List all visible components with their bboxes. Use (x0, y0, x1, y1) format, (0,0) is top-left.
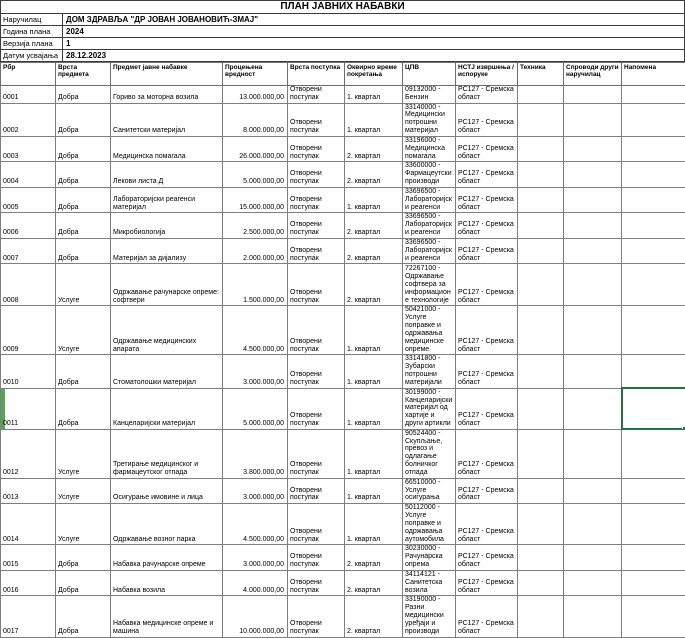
cell-rbr[interactable]: 0006 (1, 213, 56, 238)
datum-usvajanja-label[interactable]: Датум усвајања (1, 50, 63, 61)
cell-sprovodi-drugi[interactable] (564, 213, 622, 238)
cell-tehnika[interactable] (518, 103, 564, 136)
cell-tehnika[interactable] (518, 238, 564, 263)
cell-vrsta-predmeta[interactable]: Добра (56, 187, 111, 212)
cell-nstj[interactable]: РС127 - Сремска област (456, 238, 518, 263)
cell-postupak[interactable]: Отворени поступак (288, 570, 345, 595)
cell-vrsta-predmeta[interactable]: Услуге (56, 264, 111, 306)
cell-sprovodi-drugi[interactable] (564, 429, 622, 478)
cell-cpv[interactable]: 50112000 - Услуге поправке и одржавања аутомобила (403, 504, 456, 545)
cell-cpv[interactable]: 09132000 - Бензин (403, 86, 456, 104)
cell-vrednost[interactable]: 3.000.000,00 (223, 478, 288, 503)
cell-tehnika[interactable] (518, 504, 564, 545)
cell-tehnika[interactable] (518, 306, 564, 355)
cell-vrsta-predmeta[interactable]: Услуге (56, 429, 111, 478)
cell-postupak[interactable]: Отворени поступак (288, 136, 345, 161)
narucilac-value[interactable]: ДОМ ЗДРАВЉА "ДР ЈОВАН ЈОВАНОВИЋ-ЗМАЈ" (63, 14, 684, 25)
cell-tehnika[interactable] (518, 570, 564, 595)
cell-predmet[interactable]: Материјал за дијализу (111, 238, 223, 263)
cell-sprovodi-drugi[interactable] (564, 187, 622, 212)
cell-cpv[interactable]: 30230000 - Рачунарска опрема (403, 545, 456, 570)
cell-tehnika[interactable] (518, 596, 564, 637)
cell-nstj[interactable]: РС127 - Сремска област (456, 478, 518, 503)
cell-vreme-pokretanja[interactable]: 2. квартал (345, 136, 403, 161)
cell-vrednost[interactable]: 3.000.000,00 (223, 545, 288, 570)
cell-postupak[interactable]: Отворени поступак (288, 162, 345, 187)
cell-cpv[interactable]: 33141800 - Зубарски потрошни материјали (403, 355, 456, 388)
cell-sprovodi-drugi[interactable] (564, 103, 622, 136)
cell-vrsta-predmeta[interactable]: Услуге (56, 504, 111, 545)
cell-postupak[interactable]: Отворени поступак (288, 187, 345, 212)
col-header-postupak[interactable]: Врста поступка (288, 63, 345, 86)
cell-vrsta-predmeta[interactable]: Услуге (56, 306, 111, 355)
table-row (1, 570, 685, 595)
cell-predmet[interactable]: Третирање медицинског и фармацеутског отпада (111, 429, 223, 478)
cell-tehnika[interactable] (518, 86, 564, 104)
cell-cpv[interactable]: 33190000 - Разни медицински уређаји и производи (403, 596, 456, 637)
table-row (1, 596, 685, 637)
cell-rbr[interactable]: 0011 (1, 388, 56, 429)
cell-cpv[interactable]: 33696500 - Лабораторијски реагенси (403, 187, 456, 212)
cell-vrsta-predmeta[interactable]: Добра (56, 596, 111, 637)
cell-sprovodi-drugi[interactable] (564, 264, 622, 306)
cell-nstj[interactable]: РС127 - Сремска област (456, 103, 518, 136)
cell-vrednost[interactable]: 2.000.000,00 (223, 238, 288, 263)
cell-sprovodi-drugi[interactable] (564, 238, 622, 263)
cell-rbr[interactable]: 0002 (1, 103, 56, 136)
col-header-vrednost[interactable]: Процењена вредност (223, 63, 288, 86)
col-header-cpv[interactable]: ЦПВ (403, 63, 456, 86)
cell-rbr[interactable]: 0001 (1, 86, 56, 104)
col-header-tehnika[interactable]: Техника (518, 63, 564, 86)
cell-vrednost[interactable]: 2.500.000,00 (223, 213, 288, 238)
cell-nstj[interactable]: РС127 - Сремска област (456, 355, 518, 388)
cell-postupak[interactable]: Отворени поступак (288, 355, 345, 388)
cell-postupak[interactable]: Отворени поступак (288, 306, 345, 355)
col-header-vrsta-predmeta[interactable]: Врста предмета (56, 63, 111, 86)
cell-rbr[interactable]: 0015 (1, 545, 56, 570)
cell-nstj[interactable]: РС127 - Сремска област (456, 162, 518, 187)
cell-tehnika[interactable] (518, 213, 564, 238)
col-header-nstj[interactable]: НСТЈ извршења / испоруке (456, 63, 518, 86)
narucilac-label[interactable]: Наручилац (1, 14, 63, 25)
cell-predmet[interactable]: Осигурање имовине и лица (111, 478, 223, 503)
cell-tehnika[interactable] (518, 136, 564, 161)
info-row-narucilac (1, 14, 684, 26)
cell-predmet[interactable]: Стоматолошки материјал (111, 355, 223, 388)
cell-nstj[interactable]: РС127 - Сремска област (456, 187, 518, 212)
cell-tehnika[interactable] (518, 355, 564, 388)
cell-vreme-pokretanja[interactable]: 2. квартал (345, 238, 403, 263)
table-row (1, 355, 685, 388)
cell-vrsta-predmeta[interactable]: Добра (56, 103, 111, 136)
cell-vrednost[interactable]: 3.800.000,00 (223, 429, 288, 478)
cell-rbr[interactable]: 0003 (1, 136, 56, 161)
godina-plana-label[interactable]: Година плана (1, 26, 63, 37)
cell-napomena[interactable] (622, 355, 685, 388)
cell-postupak[interactable]: Отворени поступак (288, 264, 345, 306)
cell-vreme-pokretanja[interactable]: 2. квартал (345, 264, 403, 306)
cell-vreme-pokretanja[interactable]: 1. квартал (345, 388, 403, 429)
cell-postupak[interactable]: Отворени поступак (288, 388, 345, 429)
cell-tehnika[interactable] (518, 429, 564, 478)
table-row (1, 306, 685, 355)
cell-nstj[interactable]: РС127 - Сремска област (456, 213, 518, 238)
cell-vreme-pokretanja[interactable]: 1. квартал (345, 429, 403, 478)
cell-sprovodi-drugi[interactable] (564, 545, 622, 570)
cell-cpv[interactable]: 72267100 - Одржавање софтвера за информационе технологије (403, 264, 456, 306)
cell-predmet[interactable]: Гориво за моторна возила (111, 86, 223, 104)
selected-cell[interactable] (622, 388, 685, 429)
cell-nstj[interactable]: РС127 - Сремска област (456, 545, 518, 570)
cell-vrsta-predmeta[interactable]: Добра (56, 213, 111, 238)
cell-cpv[interactable]: 33196000 - Медицинска помагала (403, 136, 456, 161)
cell-postupak[interactable]: Отворени поступак (288, 429, 345, 478)
cell-predmet[interactable]: Одржавање возног парка (111, 504, 223, 545)
cell-rbr[interactable]: 0017 (1, 596, 56, 637)
cell-postupak[interactable]: Отворени поступак (288, 478, 345, 503)
cell-tehnika[interactable] (518, 478, 564, 503)
cell-predmet[interactable]: Одржавање рачунарске опреме: софтвери (111, 264, 223, 306)
col-header-vreme-pokretanja[interactable]: Оквирно време покретања (345, 63, 403, 86)
cell-vreme-pokretanja[interactable]: 2. квартал (345, 213, 403, 238)
cell-postupak[interactable]: Отворени поступак (288, 504, 345, 545)
cell-napomena[interactable] (622, 213, 685, 238)
cell-napomena[interactable] (622, 136, 685, 161)
table-row (1, 478, 685, 503)
cell-predmet[interactable]: Набавка рачунарске опреме (111, 545, 223, 570)
cell-vreme-pokretanja[interactable]: 2. квартал (345, 162, 403, 187)
cell-cpv[interactable]: 33696500 - Лабораторијски реагенси (403, 238, 456, 263)
cell-sprovodi-drugi[interactable] (564, 86, 622, 104)
cell-vreme-pokretanja[interactable]: 1. квартал (345, 86, 403, 104)
cell-predmet[interactable]: Набавка возила (111, 570, 223, 595)
cell-rbr[interactable]: 0012 (1, 429, 56, 478)
cell-predmet[interactable]: Санитетски материјал (111, 103, 223, 136)
table-row (1, 238, 685, 263)
info-row-datum (1, 50, 684, 62)
cell-rbr[interactable]: 0004 (1, 162, 56, 187)
cell-napomena[interactable] (622, 504, 685, 545)
cell-sprovodi-drugi[interactable] (564, 478, 622, 503)
cell-rbr[interactable]: 0013 (1, 478, 56, 503)
cell-nstj[interactable]: РС127 - Сремска област (456, 388, 518, 429)
cell-rbr[interactable]: 0009 (1, 306, 56, 355)
cell-cpv[interactable]: 90524400 - Скупљање, превоз и одлагање болничког отпада (403, 429, 456, 478)
cell-rbr[interactable]: 0008 (1, 264, 56, 306)
cell-nstj[interactable]: РС127 - Сремска област (456, 596, 518, 637)
cell-vrednost[interactable]: 1.500.000,00 (223, 264, 288, 306)
table-row (1, 162, 685, 187)
table-header-row (1, 63, 685, 86)
cell-cpv[interactable]: 50421000 - Услуге поправке и одржавања медицинске опреме (403, 306, 456, 355)
cell-vrednost[interactable]: 4.500.000,00 (223, 504, 288, 545)
cell-napomena[interactable] (622, 570, 685, 595)
cell-vrsta-predmeta[interactable]: Добра (56, 545, 111, 570)
verzija-plana-label[interactable]: Верзија плана (1, 38, 63, 49)
cell-vreme-pokretanja[interactable]: 1. квартал (345, 103, 403, 136)
table-row (1, 86, 685, 104)
cell-tehnika[interactable] (518, 388, 564, 429)
cell-vrsta-predmeta[interactable]: Добра (56, 238, 111, 263)
cell-vrsta-predmeta[interactable]: Добра (56, 355, 111, 388)
cell-sprovodi-drugi[interactable] (564, 306, 622, 355)
cell-cpv[interactable]: 33600000 - Фармацеутски производи (403, 162, 456, 187)
col-header-rbr[interactable]: Рбр (1, 63, 56, 86)
godina-plana-value[interactable]: 2024 (63, 26, 684, 37)
cell-nstj[interactable]: РС127 - Сремска област (456, 429, 518, 478)
cell-vrsta-predmeta[interactable]: Добра (56, 162, 111, 187)
cell-vreme-pokretanja[interactable]: 2. квартал (345, 596, 403, 637)
cell-predmet[interactable]: Канцеларијски материјал (111, 388, 223, 429)
cell-nstj[interactable]: РС127 - Сремска област (456, 264, 518, 306)
cell-sprovodi-drugi[interactable] (564, 355, 622, 388)
cell-postupak[interactable]: Отворени поступак (288, 86, 345, 104)
info-row-godina (1, 26, 684, 38)
cell-napomena[interactable] (622, 429, 685, 478)
table-row (1, 429, 685, 478)
cell-napomena[interactable] (622, 596, 685, 637)
cell-sprovodi-drugi[interactable] (564, 570, 622, 595)
cell-vrednost[interactable]: 8.000.000,00 (223, 103, 288, 136)
cell-vrednost[interactable]: 4.000.000,00 (223, 570, 288, 595)
cell-vreme-pokretanja[interactable]: 1. квартал (345, 306, 403, 355)
cell-nstj[interactable]: РС127 - Сремска област (456, 86, 518, 104)
cell-predmet[interactable]: Одржавање медицинских апарата (111, 306, 223, 355)
cell-napomena[interactable] (622, 162, 685, 187)
cell-tehnika[interactable] (518, 545, 564, 570)
cell-nstj[interactable]: РС127 - Сремска област (456, 570, 518, 595)
cell-predmet[interactable]: Медицинска помагала (111, 136, 223, 161)
cell-postupak[interactable]: Отворени поступак (288, 545, 345, 570)
cell-rbr[interactable]: 0005 (1, 187, 56, 212)
cell-postupak[interactable]: Отворени поступак (288, 213, 345, 238)
table-row (1, 187, 685, 212)
cell-nstj[interactable]: РС127 - Сремска област (456, 136, 518, 161)
cell-tehnika[interactable] (518, 264, 564, 306)
cell-vrednost[interactable]: 5.000.000,00 (223, 388, 288, 429)
table-row (1, 504, 685, 545)
cell-napomena[interactable] (622, 187, 685, 212)
cell-vrednost[interactable]: 5.000.000,00 (223, 162, 288, 187)
cell-napomena[interactable] (622, 103, 685, 136)
cell-napomena[interactable] (622, 86, 685, 104)
cell-napomena[interactable] (622, 264, 685, 306)
cell-predmet[interactable]: Лекови листа Д (111, 162, 223, 187)
cell-vrednost[interactable]: 26.000.000,00 (223, 136, 288, 161)
cell-vrednost[interactable]: 3.000.000,00 (223, 355, 288, 388)
cell-vreme-pokretanja[interactable]: 1. квартал (345, 187, 403, 212)
table-row (1, 103, 685, 136)
cell-postupak[interactable]: Отворени поступак (288, 238, 345, 263)
info-row-verzija (1, 38, 684, 50)
cell-vrsta-predmeta[interactable]: Добра (56, 136, 111, 161)
verzija-plana-value[interactable]: 1 (63, 38, 684, 49)
cell-vreme-pokretanja[interactable]: 1. квартал (345, 504, 403, 545)
cell-rbr[interactable]: 0016 (1, 570, 56, 595)
table-row (1, 388, 685, 429)
cell-rbr[interactable]: 0010 (1, 355, 56, 388)
cell-vreme-pokretanja[interactable]: 1. квартал (345, 355, 403, 388)
table-row (1, 545, 685, 570)
cell-sprovodi-drugi[interactable] (564, 162, 622, 187)
datum-usvajanja-value[interactable]: 28.12.2023 (63, 50, 684, 61)
cell-napomena[interactable] (622, 238, 685, 263)
cell-cpv[interactable]: 30199000 - Канцеларијски материјал од хартије и други артикли (403, 388, 456, 429)
cell-rbr[interactable]: 0014 (1, 504, 56, 545)
col-header-sprovodi-drugi[interactable]: Спроводи други наручилац (564, 63, 622, 86)
cell-vrsta-predmeta[interactable]: Добра (56, 570, 111, 595)
cell-nstj[interactable]: РС127 - Сремска област (456, 504, 518, 545)
cell-vreme-pokretanja[interactable]: 2. квартал (345, 545, 403, 570)
cell-sprovodi-drugi[interactable] (564, 504, 622, 545)
cell-vrednost[interactable]: 13.000.000,00 (223, 86, 288, 104)
cell-cpv[interactable]: 34114121 - Санитетска возила (403, 570, 456, 595)
cell-vrednost[interactable]: 4.500.000,00 (223, 306, 288, 355)
cell-sprovodi-drugi[interactable] (564, 596, 622, 637)
cell-vrednost[interactable]: 15.000.000,00 (223, 187, 288, 212)
cell-napomena[interactable] (622, 306, 685, 355)
cell-predmet[interactable]: Лабораторијски реагенси материјал (111, 187, 223, 212)
table-row (1, 264, 685, 306)
cell-napomena[interactable] (622, 478, 685, 503)
cell-sprovodi-drugi[interactable] (564, 136, 622, 161)
page-title: ПЛАН ЈАВНИХ НАБАВКИ (1, 1, 684, 14)
cell-postupak[interactable]: Отворени поступак (288, 103, 345, 136)
cell-vrsta-predmeta[interactable]: Добра (56, 388, 111, 429)
table-row (1, 213, 685, 238)
cell-tehnika[interactable] (518, 187, 564, 212)
cell-vrsta-predmeta[interactable]: Добра (56, 86, 111, 104)
cell-postupak[interactable]: Отворени поступак (288, 596, 345, 637)
cell-tehnika[interactable] (518, 162, 564, 187)
col-header-napomena[interactable]: Напомена (622, 63, 685, 86)
plan-header-block (0, 0, 685, 62)
cell-sprovodi-drugi[interactable] (564, 388, 622, 429)
cell-vreme-pokretanja[interactable]: 1. квартал (345, 478, 403, 503)
cell-napomena[interactable] (622, 545, 685, 570)
cell-vrednost[interactable]: 10.000.000,00 (223, 596, 288, 637)
cell-rbr[interactable]: 0007 (1, 238, 56, 263)
cell-vreme-pokretanja[interactable]: 2. квартал (345, 570, 403, 595)
table-row (1, 136, 685, 161)
cell-cpv[interactable]: 66510000 - Услуге осигурања (403, 478, 456, 503)
cell-cpv[interactable]: 33140000 - Медицински потрошни материјал (403, 103, 456, 136)
cell-cpv[interactable]: 33696500 - Лабораторијски реагенси (403, 213, 456, 238)
cell-predmet[interactable]: Микробиологија (111, 213, 223, 238)
col-header-predmet[interactable]: Предмет јавне набавке (111, 63, 223, 86)
cell-predmet[interactable]: Набавка медицинске опреме и машина (111, 596, 223, 637)
procurement-table (0, 62, 685, 638)
cell-vrsta-predmeta[interactable]: Услуге (56, 478, 111, 503)
cell-nstj[interactable]: РС127 - Сремска област (456, 306, 518, 355)
